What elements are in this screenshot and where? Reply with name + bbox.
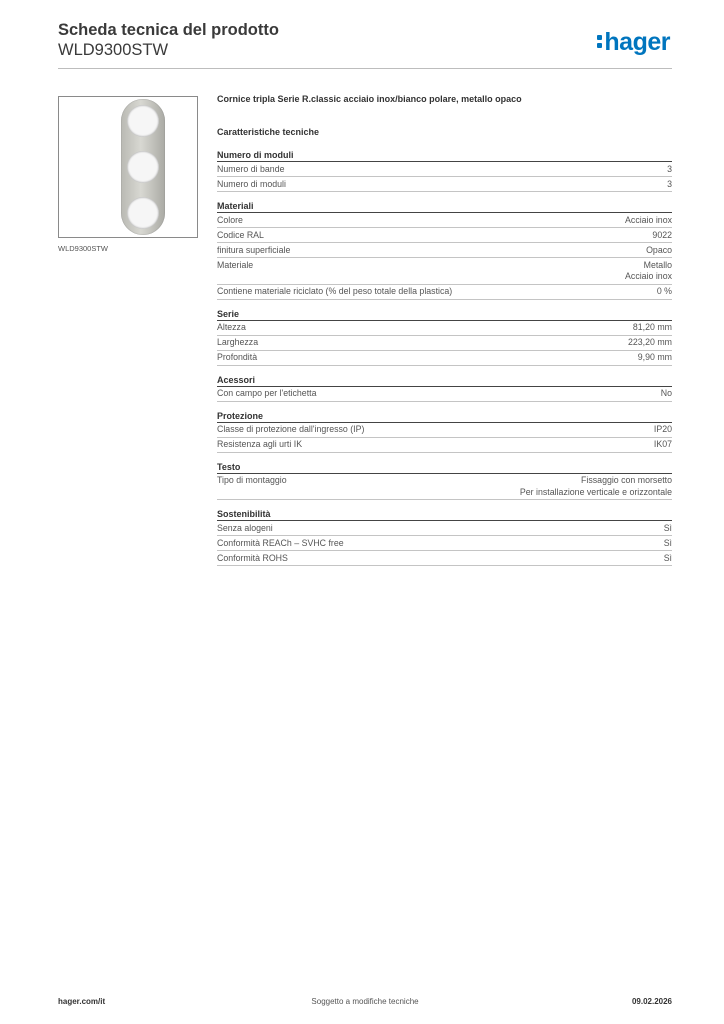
- spec-row: [217, 387, 672, 402]
- triple-frame-image: [121, 99, 165, 235]
- spec-sections: [217, 149, 672, 566]
- spec-value: Sì: [663, 522, 672, 533]
- spec-row: [217, 162, 672, 177]
- spec-row: [217, 474, 672, 501]
- spec-row: [217, 258, 672, 285]
- spec-value: 9,90 mm: [637, 352, 672, 362]
- page-title: Scheda tecnica del prodotto: [58, 21, 279, 39]
- spec-section: [217, 461, 672, 501]
- spec-row: [217, 423, 672, 438]
- footer-website: hager.com/it: [58, 997, 106, 1006]
- spec-label: Conformità ROHS: [217, 552, 288, 563]
- spec-row: [217, 228, 672, 243]
- spec-value: Sì: [663, 552, 672, 563]
- spec-value: Metallo Acciaio inox: [625, 259, 672, 281]
- spec-row: [217, 243, 672, 258]
- spec-label: Numero di moduli: [217, 178, 286, 189]
- page-header: [58, 20, 672, 60]
- section-title: Materiali: [217, 200, 672, 213]
- spec-value: 223,20 mm: [627, 337, 672, 347]
- product-code: WLD9300STW: [58, 41, 169, 59]
- spec-row: [217, 213, 672, 228]
- hager-logo: [596, 28, 670, 57]
- spec-value: Sì: [663, 537, 672, 548]
- spec-label: Colore: [217, 214, 243, 225]
- spec-row: [217, 336, 672, 351]
- section-title: Serie: [217, 308, 672, 321]
- section-title: Testo: [217, 461, 672, 474]
- spec-value: 3: [667, 163, 672, 174]
- footer-note: Soggetto a modifiche tecniche: [311, 997, 419, 1006]
- spec-value: Opaco: [646, 244, 672, 255]
- spec-label: Larghezza: [217, 337, 259, 347]
- spec-label: Con campo per l'etichetta: [217, 388, 317, 398]
- spec-label: finitura superficiale: [217, 244, 291, 255]
- spec-value: 0 %: [656, 286, 672, 296]
- section-title: Protezione: [217, 410, 672, 423]
- spec-label: Profondità: [217, 352, 258, 362]
- spec-label: Conformità REACh – SVHC free: [217, 537, 344, 548]
- frame-opening: [127, 105, 159, 137]
- spec-value: 3: [667, 178, 672, 189]
- header-divider: [58, 68, 672, 69]
- spec-label: Numero di bande: [217, 163, 285, 174]
- spec-row: [217, 177, 672, 192]
- section-title: Numero di moduli: [217, 149, 672, 162]
- spec-label: Senza alogeni: [217, 522, 273, 533]
- spec-label: Contiene materiale riciclato (% del peso totale della plastica): [217, 286, 453, 296]
- spec-section: [217, 374, 672, 402]
- spec-section: [217, 308, 672, 366]
- frame-opening: [127, 197, 159, 229]
- spec-content: [217, 94, 672, 566]
- spec-row: [217, 551, 672, 566]
- spec-row: [217, 351, 672, 366]
- spec-section: [217, 508, 672, 566]
- spec-row: [217, 521, 672, 536]
- spec-section: [217, 200, 672, 300]
- section-title: Sostenibilità: [217, 508, 672, 521]
- spec-value: 9022: [652, 229, 672, 240]
- spec-row: [217, 438, 672, 453]
- spec-label: Tipo di montaggio: [217, 475, 287, 485]
- spec-value: Fissaggio con morsetto Per installazione verticale e orizzontale: [519, 475, 672, 497]
- spec-label: Codice RAL: [217, 229, 264, 240]
- tech-heading: Caratteristiche tecniche: [217, 127, 320, 137]
- footer-date: 09.02.2026: [631, 997, 672, 1006]
- spec-label: Resistenza agli urti IK: [217, 439, 303, 449]
- spec-row: [217, 536, 672, 551]
- product-image: [58, 96, 198, 238]
- logo-text: hager: [604, 28, 670, 56]
- image-caption: WLD9300STW: [58, 244, 109, 253]
- spec-value: IK07: [653, 439, 672, 449]
- spec-section: [217, 149, 672, 192]
- frame-opening: [127, 151, 159, 183]
- logo-dots-icon: [596, 28, 604, 50]
- spec-value: Acciaio inox: [625, 214, 672, 225]
- spec-label: Materiale: [217, 259, 254, 270]
- spec-row: [217, 285, 672, 300]
- spec-value: No: [660, 388, 672, 398]
- spec-value: 81,20 mm: [632, 322, 672, 332]
- spec-row: [217, 321, 672, 336]
- product-description: Cornice tripla Serie R.classic acciaio inox/bianco polare, metallo opaco: [217, 94, 522, 104]
- spec-value: IP20: [653, 424, 672, 434]
- spec-label: Classe di protezione dall'ingresso (IP): [217, 424, 365, 434]
- section-title: Acessori: [217, 374, 672, 387]
- spec-label: Altezza: [217, 322, 246, 332]
- spec-section: [217, 410, 672, 453]
